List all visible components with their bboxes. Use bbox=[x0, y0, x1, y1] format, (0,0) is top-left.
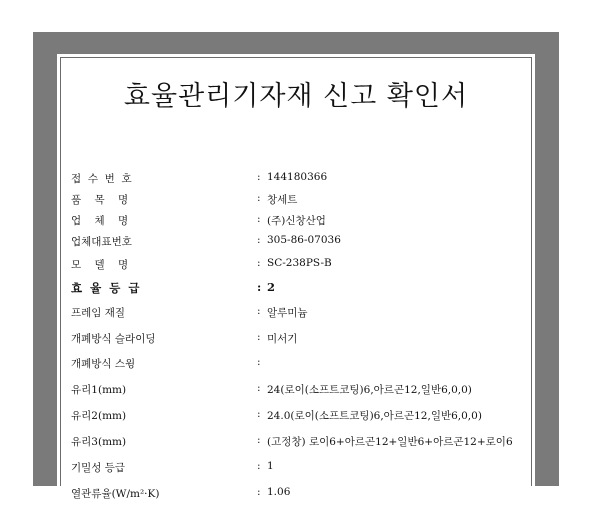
field-value: (고정창) 로이6+아르곤12+일반6+아르곤12+로이6 bbox=[267, 436, 513, 448]
field-value: 24.0(로이(소프트코팅)6,아르곤12,일반6,0,0) bbox=[267, 410, 482, 422]
field-row-product-name bbox=[71, 192, 531, 214]
field-row-model-name bbox=[71, 257, 531, 279]
field-value: SC-238PS-B bbox=[267, 257, 332, 269]
field-row-company-number bbox=[71, 234, 531, 256]
field-row-glass-3 bbox=[71, 434, 531, 456]
field-value: 144180366 bbox=[267, 171, 328, 183]
field-label: 프레임 재질 bbox=[71, 307, 126, 319]
field-label: 업체대표번호 bbox=[71, 236, 132, 248]
field-colon: : bbox=[257, 331, 261, 343]
field-value: 창세트 bbox=[267, 194, 298, 206]
field-row-swing-type bbox=[71, 356, 531, 378]
field-value: (주)신창산업 bbox=[267, 215, 326, 227]
field-row-glass-1 bbox=[71, 382, 531, 404]
field-label: 업 체 명 bbox=[71, 215, 129, 227]
field-label: 기밀성 등급 bbox=[71, 462, 126, 474]
field-value: 미서기 bbox=[267, 333, 298, 345]
field-value: 1.06 bbox=[267, 486, 291, 498]
field-label: 효 율 등 급 bbox=[71, 281, 140, 295]
field-value: 305-86-07036 bbox=[267, 234, 341, 246]
field-colon: : bbox=[257, 434, 261, 446]
field-row-receipt-number bbox=[71, 171, 531, 193]
field-value: 24(로이(소프트코팅)6,아르곤12,일반6,0,0) bbox=[267, 384, 472, 396]
field-colon: : bbox=[257, 234, 261, 246]
field-label: 개폐방식 스윙 bbox=[71, 358, 136, 370]
field-label: 유리1(mm) bbox=[71, 384, 127, 396]
field-colon: : bbox=[257, 382, 261, 394]
field-colon: : bbox=[257, 213, 261, 225]
document-paper bbox=[57, 54, 535, 500]
field-colon: : bbox=[257, 171, 261, 183]
field-label: 유리2(mm) bbox=[71, 410, 127, 422]
field-label: 품 목 명 bbox=[71, 194, 129, 206]
field-row-glass-2 bbox=[71, 408, 531, 430]
field-row-thermal-transmittance bbox=[71, 486, 531, 508]
field-row-airtightness-grade bbox=[71, 460, 531, 482]
field-label: 개폐방식 슬라이딩 bbox=[71, 333, 156, 345]
field-row-company-name bbox=[71, 213, 531, 235]
document-frame bbox=[33, 32, 559, 500]
field-label: 접 수 번 호 bbox=[71, 173, 132, 185]
field-value: 2 bbox=[267, 280, 276, 294]
field-value: 1 bbox=[267, 460, 274, 472]
field-row-sliding-type bbox=[71, 331, 531, 353]
document-title: 효율관리기자재 신고 확인서 bbox=[123, 81, 469, 112]
field-colon: : bbox=[257, 460, 261, 472]
field-label: 모 델 명 bbox=[71, 259, 129, 271]
field-colon: : bbox=[257, 280, 262, 294]
field-colon: : bbox=[257, 356, 261, 368]
field-row-frame-material bbox=[71, 305, 531, 327]
field-colon: : bbox=[257, 192, 261, 204]
field-label: 유리3(mm) bbox=[71, 436, 127, 448]
field-colon: : bbox=[257, 408, 261, 420]
field-colon: : bbox=[257, 257, 261, 269]
field-value: 알루미늄 bbox=[267, 307, 308, 319]
field-label: 열관류율(W/m²·K) bbox=[71, 488, 160, 500]
field-colon: : bbox=[257, 305, 261, 317]
field-row-efficiency-grade bbox=[71, 280, 531, 302]
field-colon: : bbox=[257, 486, 261, 498]
